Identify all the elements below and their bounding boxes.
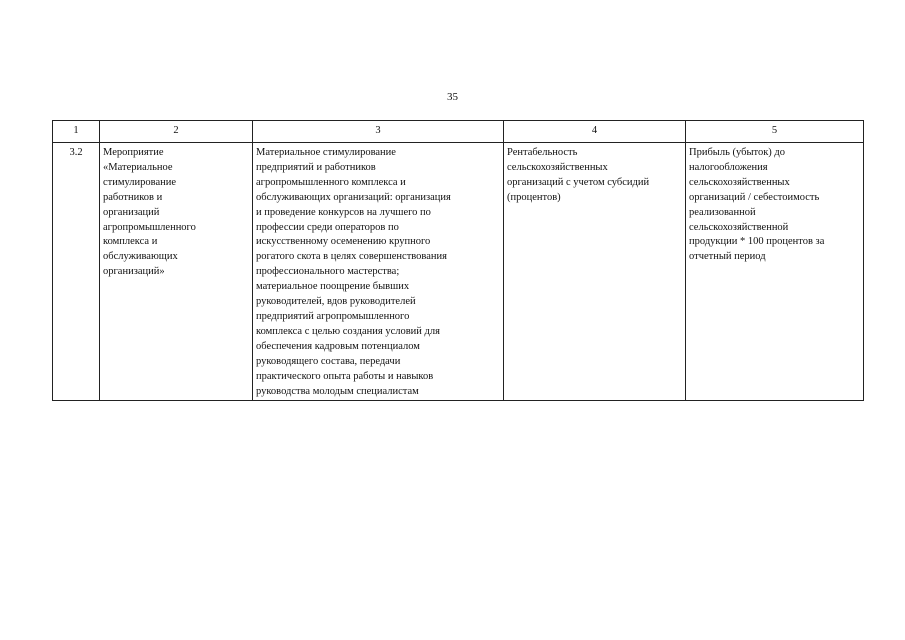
description-line: профессии среди операторов по (256, 221, 399, 233)
description-line: обслуживающих организаций: организация (256, 191, 451, 203)
description-line: профессионального мастерства; (256, 266, 400, 278)
measure-line: комплекса и (103, 236, 158, 248)
formula-line: сельскохозяйственных (689, 176, 790, 188)
description-line: руководящего состава, передачи (256, 355, 401, 367)
indicators-table (52, 120, 864, 401)
formula-line: Прибыль (убыток) до (689, 147, 786, 158)
column-header-2: 2 (100, 121, 253, 143)
description-line: предприятий агропромышленного (256, 310, 410, 322)
description-line: агропромышленного комплекса и (256, 176, 406, 188)
description-line: руководства молодым специалистам (256, 385, 419, 397)
measure-cell (100, 143, 253, 401)
description-line: Материальное стимулирование (256, 147, 396, 158)
measure-line: организаций (103, 206, 160, 218)
description-line: и проведение конкурсов на лучшего по (256, 206, 431, 218)
table-header-row (53, 121, 864, 143)
description-line: комплекса с целью создания условий для (256, 325, 440, 337)
column-header-3: 3 (253, 121, 504, 143)
measure-line: организаций» (103, 266, 165, 278)
measure-line: Мероприятие (103, 147, 164, 158)
description-line: практического опыта работы и навыков (256, 370, 434, 382)
indicator-cell (504, 143, 686, 401)
measure-line: стимулирование (103, 176, 177, 188)
column-header-1: 1 (53, 121, 100, 143)
description-cell (253, 143, 504, 401)
formula-line: отчетный период (689, 251, 766, 263)
formula-cell (686, 143, 864, 401)
indicator-line: организаций с учетом субсидий (507, 176, 650, 188)
description-line: руководителей, вдов руководителей (256, 296, 416, 308)
column-header-5: 5 (686, 121, 864, 143)
formula-line: продукции * 100 процентов за (689, 236, 825, 248)
description-line: искусственному осеменению крупного (256, 236, 431, 248)
description-line: обеспечения кадровым потенциалом (256, 340, 420, 352)
indicator-line: (процентов) (507, 191, 561, 203)
description-line: предприятий и работников (256, 161, 376, 173)
measure-line: обслуживающих (103, 251, 178, 263)
formula-line: сельскохозяйственной (689, 221, 789, 233)
description-line: материальное поощрение бывших (256, 281, 410, 293)
measure-line: работников и (103, 191, 163, 203)
formula-line: налогообложения (689, 161, 768, 173)
measure-line: «Материальное (103, 161, 173, 173)
indicator-line: Рентабельность (507, 147, 578, 158)
measure-line: агропромышленного (103, 221, 196, 233)
formula-line: организаций / себестоимость (689, 191, 820, 203)
indicator-line: сельскохозяйственных (507, 161, 608, 173)
table-row (53, 143, 864, 401)
column-header-4: 4 (504, 121, 686, 143)
description-line: рогатого скота в целях совершенствования (256, 251, 447, 263)
row-number-cell: 3.2 (53, 143, 100, 401)
page-number: 35 (447, 91, 458, 103)
formula-line: реализованной (689, 206, 756, 218)
